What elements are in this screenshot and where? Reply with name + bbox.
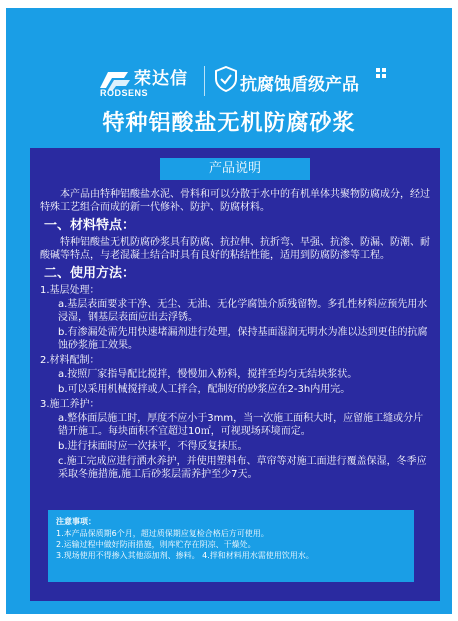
header-divider (204, 66, 205, 96)
page-title: 特种铝酸盐无机防腐砂浆 (102, 111, 356, 136)
header (6, 8, 452, 148)
panel-heading: 产品说明 (160, 158, 310, 180)
notes-title: 注意事项： (56, 517, 96, 526)
step-2-a: a.按照厂家指导配比搅拌，慢慢加入粉料，搅拌至均匀无结块浆状。 (58, 369, 358, 380)
notes-box (48, 510, 414, 582)
note-1: 1.本产品保质期6个月，超过质保期应复检合格后方可使用。 (56, 529, 269, 538)
step-1-b: b.有渗漏处需先用快速堵漏剂进行处理，保持基面湿润无明水为准以达到更佳的抗腐蚀砂浆施工效果。 (58, 327, 428, 351)
shield-icon (214, 66, 238, 92)
note-2: 2.运输过程中做好防雨措施，则库贮存在阴凉、干燥处。 (56, 540, 256, 549)
note-3: 3.现场使用不得掺入其他添加剂、掺料。 4.拌和材料用水需使用饮用水。 (56, 551, 314, 560)
step-2-b: b.可以采用机械搅拌或人工拌合，配制好的砂浆应在2-3h内用完。 (58, 384, 351, 395)
step-3-b: b.进行抹面时应一次抹平，不得反复抹压。 (58, 441, 248, 452)
step-1-a: a.基层表面要求干净、无尘、无油、无化学腐蚀介质残留物。多孔性材料应预先用水浸湿，钢基层表面应出去浮锈。 (58, 299, 428, 323)
step-3-title: 3.施工养护： (40, 399, 100, 410)
description-panel (30, 148, 440, 601)
section-features-text: 特种铝酸盐无机防腐砂浆具有防腐、抗拉伸、抗折弯、早强、抗渗、防漏、防潮、耐酸碱等特点，与老混凝土结合时具有良好的粘结性能，适用到防腐防渗等工程。 (40, 237, 430, 261)
brand-name-cn: 荣达信 (134, 69, 188, 89)
grade-label: 抗腐蚀盾级产品 (240, 75, 359, 95)
section-usage-title: 二、使用方法： (44, 266, 136, 281)
step-2-title: 2.材料配制： (40, 355, 100, 366)
decor-dots-icon (376, 68, 386, 82)
brand-logo (98, 66, 206, 106)
poster-frame (6, 8, 452, 614)
intro-text: 本产品由特种铝酸盐水泥、骨料和可以分散于水中的有机单体共聚物防腐成分，经过特殊工艺组合而成的新一代修补、防护、防腐材料。 (40, 189, 430, 213)
step-3-a: a.整体面层施工时，厚度不应小于3mm，当一次施工面积大时，应留施工缝或分片错开施工。每块面积不宜超过10㎡，可视现场环境而定。 (58, 413, 424, 437)
step-1-title: 1.基层处理： (40, 285, 100, 296)
panel-content (40, 188, 432, 483)
step-3-c: c.施工完成应进行洒水养护，并使用塑料布、草帘等对施工面进行覆盖保湿，冬季应采取冬施措施,施工后砂浆层需养护至少7天。 (58, 456, 427, 480)
section-features-title: 一、材料特点： (44, 218, 136, 233)
brand-name-en: RODSENS (100, 88, 149, 98)
